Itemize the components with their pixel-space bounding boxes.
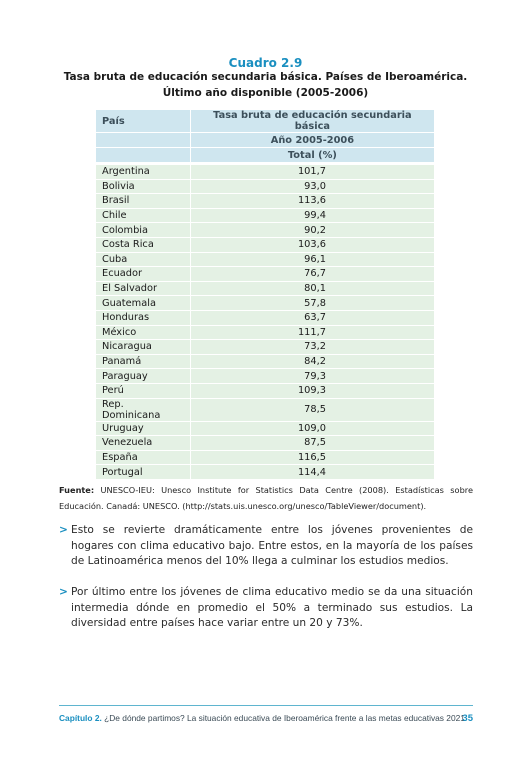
table-row — [96, 208, 434, 223]
table-number: Cuadro 2.9 — [228, 56, 303, 70]
country-cell: Honduras — [96, 310, 190, 325]
country-cell: Rep. Dominicana — [96, 398, 190, 421]
table-row — [96, 281, 434, 296]
value-cell: 113,6 — [190, 194, 434, 209]
table-row — [96, 267, 434, 282]
table-row — [96, 237, 434, 252]
country-cell: Argentina — [96, 164, 190, 180]
table-title-line1: Tasa bruta de educación secundaria básica. Países de Iberoamérica. — [63, 71, 468, 83]
value-cell: 78,5 — [190, 398, 434, 421]
enrollment-table — [96, 110, 434, 479]
value-cell: 80,1 — [190, 281, 434, 296]
value-cell: 57,8 — [190, 296, 434, 311]
value-cell: 103,6 — [190, 237, 434, 252]
footer-chapter: Capítulo 2. — [59, 713, 102, 723]
country-cell: Venezuela — [96, 436, 190, 451]
value-cell: 101,7 — [190, 164, 434, 180]
bullet-marker: > — [59, 524, 68, 536]
total-header: Total (%) — [190, 148, 434, 164]
value-cell: 109,3 — [190, 383, 434, 398]
table-row — [96, 421, 434, 436]
country-cell: El Salvador — [96, 281, 190, 296]
table-row — [96, 179, 434, 194]
value-cell: 114,4 — [190, 465, 434, 479]
value-cell: 63,7 — [190, 310, 434, 325]
country-cell: Costa Rica — [96, 237, 190, 252]
table-row — [96, 450, 434, 465]
value-cell: 84,2 — [190, 354, 434, 369]
table-row — [96, 383, 434, 398]
table-title-line2: Último año disponible (2005-2006) — [162, 87, 369, 99]
table-row — [96, 252, 434, 267]
country-cell: España — [96, 450, 190, 465]
bullet-paragraph — [59, 523, 473, 570]
country-cell: Paraguay — [96, 369, 190, 384]
country-header-spacer — [96, 133, 190, 148]
value-cell: 93,0 — [190, 179, 434, 194]
value-cell: 116,5 — [190, 450, 434, 465]
country-header-spacer — [96, 148, 190, 164]
table-row — [96, 296, 434, 311]
country-cell: Panamá — [96, 354, 190, 369]
table-row — [96, 398, 434, 421]
footer-divider — [59, 705, 473, 706]
year-header: Año 2005-2006 — [190, 133, 434, 148]
table-row — [96, 340, 434, 355]
bullet-paragraph — [59, 585, 473, 632]
country-cell: Perú — [96, 383, 190, 398]
value-cell: 99,4 — [190, 208, 434, 223]
source-label: Fuente: — [59, 485, 95, 495]
country-cell: Bolivia — [96, 179, 190, 194]
page-number: 35 — [462, 713, 473, 724]
table-row — [96, 194, 434, 209]
table-row — [96, 164, 434, 180]
metric-column-header: Tasa bruta de educación secundaria básica — [190, 110, 434, 133]
footer-text: ¿De dónde partimos? La situación educativa de Iberoamérica frente a las metas educativas 2021 — [104, 713, 465, 723]
table-row — [96, 354, 434, 369]
table-row — [96, 369, 434, 384]
table-row — [96, 325, 434, 340]
table-row — [96, 465, 434, 479]
country-cell: Ecuador — [96, 267, 190, 282]
value-cell: 109,0 — [190, 421, 434, 436]
value-cell: 90,2 — [190, 223, 434, 238]
value-cell: 79,3 — [190, 369, 434, 384]
country-column-header: País — [96, 110, 190, 133]
country-cell: Cuba — [96, 252, 190, 267]
table-row — [96, 223, 434, 238]
bullet-text: Esto se revierte dramáticamente entre los jóvenes provenientes de hogares con clima educativo bajo. Entre estos, en la mayoría de los países de Latinoamérica menos del 10% llega a culminar los estudios medios. — [71, 524, 473, 568]
table-row — [96, 310, 434, 325]
bullet-marker: > — [59, 586, 68, 598]
table-row — [96, 436, 434, 451]
country-cell: Guatemala — [96, 296, 190, 311]
source-text: UNESCO-IEU: Unesco Institute for Statistics Data Centre (2008). Estadísticas sobre Educación. Canadá: UNESCO. (http://stats.uis.unesco.org/unesco/TableViewer/document). — [59, 485, 473, 511]
value-cell: 76,7 — [190, 267, 434, 282]
country-cell: Chile — [96, 208, 190, 223]
value-cell: 87,5 — [190, 436, 434, 451]
country-cell: Nicaragua — [96, 340, 190, 355]
page-footer — [59, 713, 473, 723]
country-cell: Brasil — [96, 194, 190, 209]
country-cell: Colombia — [96, 223, 190, 238]
value-cell: 73,2 — [190, 340, 434, 355]
value-cell: 111,7 — [190, 325, 434, 340]
value-cell: 96,1 — [190, 252, 434, 267]
source-note — [59, 483, 473, 514]
country-cell: Portugal — [96, 465, 190, 479]
country-cell: Uruguay — [96, 421, 190, 436]
country-cell: México — [96, 325, 190, 340]
bullet-text: Por último entre los jóvenes de clima educativo medio se da una situación intermedia dónde en promedio el 50% a terminado sus estudios. La diversidad entre países hace variar entre un 20 y 73%. — [71, 586, 473, 630]
